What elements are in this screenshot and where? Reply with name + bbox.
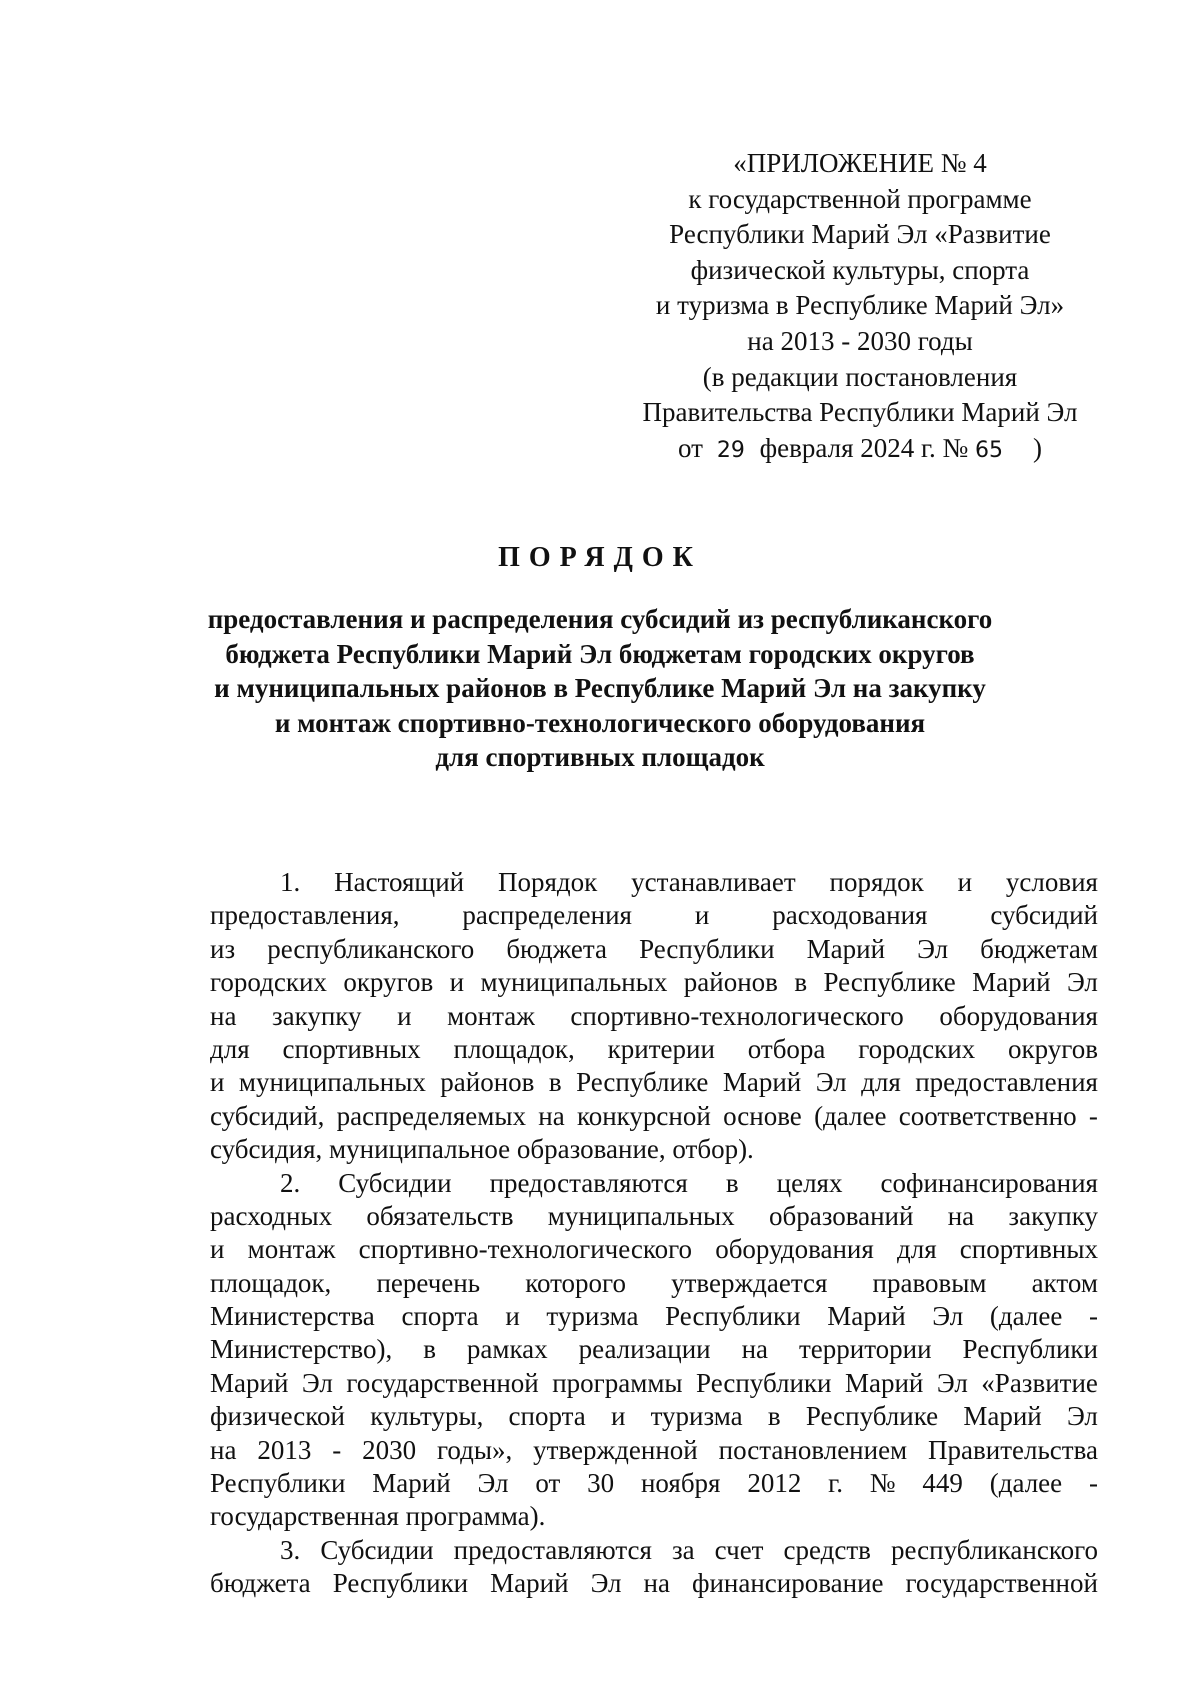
- appendix-line: на 2013 - 2030 годы: [747, 325, 973, 356]
- paragraph-line: государственная программа).: [210, 1501, 546, 1532]
- paragraph-line: Министерство), в рамках реализации на территории Республики: [210, 1334, 1098, 1365]
- date-middle: февраля 2024 г. №: [759, 432, 969, 463]
- subtitle-line: предоставления и распределения субсидий из республиканского: [207, 604, 993, 634]
- paragraph-line: 2. Субсидии предоставляются в целях софинансирования: [280, 1167, 1098, 1198]
- paragraph-line: городских округов и муниципальных районов в Республике Марий Эл: [210, 967, 1098, 998]
- document-title: ПОРЯДОК: [498, 542, 702, 573]
- paragraph-line: для спортивных площадок, критерии отбора городских округов: [210, 1033, 1098, 1064]
- subtitle-line: и муниципальных районов в Республике Марий Эл на закупку: [214, 673, 986, 703]
- appendix-line: физической культуры, спорта: [690, 254, 1030, 285]
- appendix-line: «ПРИЛОЖЕНИЕ № 4: [733, 148, 987, 178]
- paragraph-line: и муниципальных районов в Республике Марий Эл для предоставления: [210, 1067, 1098, 1098]
- paragraph-2: [210, 1167, 1098, 1534]
- paragraph-line: физической культуры, спорта и туризма в Республике Марий Эл: [210, 1401, 1098, 1432]
- paragraph-line: субсидий, распределяемых на конкурсной основе (далее соответственно -: [210, 1100, 1098, 1131]
- paragraph-line: и монтаж спортивно-технологического оборудования для спортивных: [210, 1234, 1098, 1265]
- date-prefix: от: [677, 432, 703, 463]
- date-suffix: ): [1033, 432, 1043, 463]
- paragraph-1: [210, 866, 1098, 1167]
- subtitle-line: и монтаж спортивно-технологического оборудования: [274, 707, 926, 738]
- paragraph-line: 3. Субсидии предоставляются за счет средств республиканского: [280, 1534, 1098, 1565]
- appendix-line: и туризма в Республике Марий Эл»: [655, 290, 1065, 321]
- date-day: 29: [716, 437, 745, 463]
- appendix-line: Правительства Республики Марий Эл: [642, 397, 1078, 428]
- appendix-line: (в редакции постановления: [702, 361, 1018, 392]
- paragraph-line: субсидия, муниципальное образование, отбор).: [210, 1134, 754, 1165]
- paragraph-line: на 2013 - 2030 годы», утвержденной постановлением Правительства: [210, 1434, 1098, 1465]
- paragraph-3: [210, 1534, 1098, 1601]
- paragraph-line: Республики Марий Эл от 30 ноября 2012 г. № 449 (далее -: [210, 1468, 1098, 1499]
- paragraph-line: площадок, перечень которого утверждается правовым актом: [210, 1267, 1098, 1298]
- paragraph-line: 1. Настоящий Порядок устанавливает порядок и условия: [280, 867, 1098, 897]
- subtitle-line: для спортивных площадок: [435, 742, 765, 772]
- subtitle-line: бюджета Республики Марий Эл бюджетам городских округов: [225, 638, 975, 669]
- paragraph-line: предоставления, распределения и расходования субсидий: [210, 900, 1098, 931]
- paragraph-line: на закупку и монтаж спортивно-технологического оборудования: [210, 1000, 1098, 1031]
- appendix-header: [600, 146, 1120, 468]
- document-body: [210, 866, 1098, 1601]
- document-subtitle: [150, 602, 1050, 775]
- paragraph-line: Марий Эл государственной программы Республики Марий Эл «Развитие: [210, 1367, 1098, 1398]
- paragraph-line: расходных обязательств муниципальных образований на закупку: [210, 1200, 1098, 1231]
- appendix-line: к государственной программе: [688, 183, 1032, 214]
- appendix-date-line: [600, 431, 1120, 469]
- appendix-line: Республики Марий Эл «Развитие: [669, 219, 1051, 250]
- paragraph-line: Министерства спорта и туризма Республики Марий Эл (далее -: [210, 1301, 1098, 1332]
- paragraph-line: из республиканского бюджета Республики Марий Эл бюджетам: [210, 933, 1098, 964]
- decree-number: 65: [975, 437, 1004, 463]
- paragraph-line: бюджета Республики Марий Эл на финансирование государственной: [210, 1568, 1098, 1599]
